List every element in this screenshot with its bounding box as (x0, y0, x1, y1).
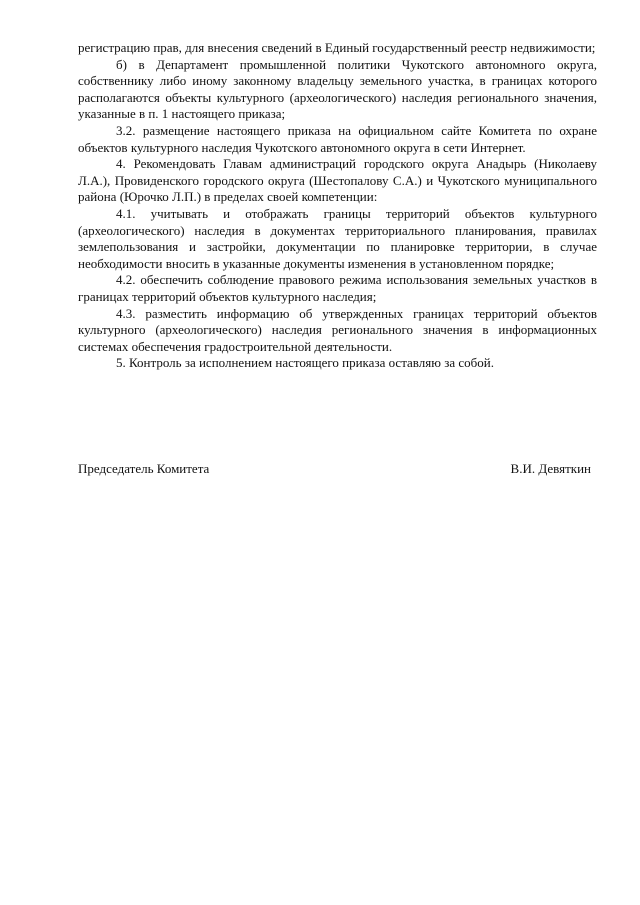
paragraph-b: б) в Департамент промышленной политики Чукотского автономного округа, собственнику либо иному законному владельцу земельного участка, в границах которого располагаются объекты культурного (археологического) наследия регионального значения, указанные в п. 1 настоящего приказа; (78, 56, 597, 122)
paragraph-5: 5. Контроль за исполнением настоящего приказа оставляю за собой. (116, 355, 494, 371)
paragraph-3-2: 3.2. размещение настоящего приказа на официальном сайте Комитета по охране объектов культурного наследия Чукотского автономного округа в сети Интернет. (78, 122, 597, 155)
paragraph-4: 4. Рекомендовать Главам администраций городского округа Анадырь (Николаеву Л.А.), Провиденского городского округа (Шестопалову С.А.) и Чукотского муниципального района (Юрочко Л.П.) в пределах своей компетенции: (78, 156, 597, 205)
paragraph-4-1: 4.1. учитывать и отображать границы территорий объектов культурного (археологического) наследия в документах территориального планирования, правилах землепользования и застройки, документации по планировке территории, в случае необходимости вносить в указанные документы изменения в установленном порядке; (78, 205, 597, 271)
signatory-name: В.И. Девяткин (510, 461, 591, 476)
document-body (78, 40, 597, 372)
paragraph-4-3: 4.3. разместить информацию об утвержденных границах территорий объектов культурного (археологического) наследия регионального значения в информационных системах обеспечения градостроительной деятельности. (78, 305, 597, 354)
signatory-position: Председатель Комитета (78, 461, 210, 476)
paragraph-registration: регистрацию прав, для внесения сведений в Единый государственный реестр недвижимости; (78, 40, 596, 55)
signature-block (78, 461, 597, 478)
paragraph-4-2: 4.2. обеспечить соблюдение правового режима использования земельных участков в границах территорий объектов культурного наследия; (78, 272, 597, 304)
